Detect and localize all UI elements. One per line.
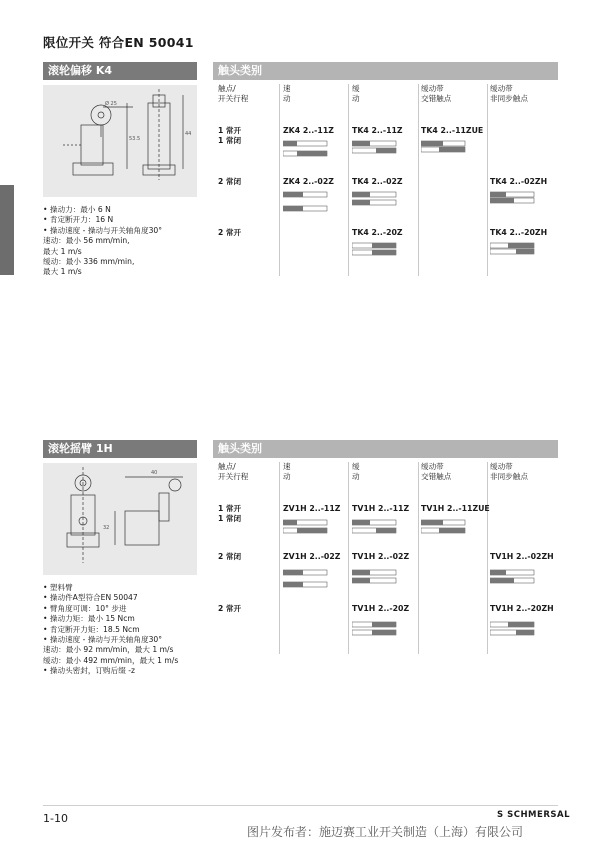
note-line: 速动：最小 56 mm/min, [43,236,130,246]
note-line: • 操动件A型符合EN 50047 [43,593,138,603]
column-divider [418,462,419,654]
column-header-snap: 速 动 [283,462,291,481]
product-code: TK4 2..-11ZUE [421,126,484,135]
product-code: TV1H 2..-11ZUE [421,504,490,513]
note-line: • 臂角度可调：10° 步进 [43,603,127,613]
contact-diagram [421,137,485,157]
product-code: TK4 2..-02Z [352,177,403,186]
contact-diagram [283,516,347,538]
product-code: ZV1H 2..-11Z [283,504,341,513]
column-divider [279,84,280,276]
svg-text:32: 32 [103,525,110,531]
note-line: • 塑料臂 [43,583,73,592]
row-label: 1 常开 1 常闭 [218,504,242,523]
product-code: ZK4 2..-11Z [283,126,334,135]
column-divider [279,462,280,654]
svg-text:44: 44 [185,131,192,137]
section-2-left-title: 滚轮摇臂 1H [43,440,197,458]
contact-diagram [352,188,416,212]
svg-text:40: 40 [151,470,158,476]
product-code: TV1H 2..-02Z [352,552,410,561]
section-2-notes [43,583,178,677]
column-header-slow: 缓 动 [352,84,360,103]
section-1-right-title: 触头类别 [213,62,558,80]
product-code: ZV1H 2..-02Z [283,552,341,561]
product-code: TV1H 2..-02ZH [490,552,554,561]
note-line: • 肯定断开力：16 N [43,215,114,225]
row-label: 2 常闭 [218,552,242,561]
note-line: • 操动速度 - 操动与开关轴角度30° [43,225,163,235]
product-code: TK4 2..-02ZH [490,177,548,186]
contact-diagram [490,564,554,594]
section-1-technical-drawing [43,85,197,197]
column-header-snap: 速 动 [283,84,291,103]
side-tab-marker [0,185,14,275]
contact-diagram [490,616,554,646]
row-label-header: 触点/ 开关行程 [218,84,249,103]
note-line: • 肯定断开力矩：18.5 Ncm [43,624,140,634]
publisher-credit: 图片发布者：施迈赛工业开关制造（上海）有限公司 [247,825,524,839]
column-divider [348,84,349,276]
note-line: • 操动速度 - 操动与开关轴角度30° [43,635,163,645]
contact-diagram [283,564,347,598]
product-code: TV1H 2..-20Z [352,604,410,613]
section-2-technical-drawing [43,463,197,575]
column-header-break: 缓动带 非同步触点 [490,84,528,103]
column-divider [487,462,488,654]
contact-diagram [352,516,416,538]
brand-logo: S SCHMERSAL [497,810,570,820]
contact-diagram [490,239,554,259]
column-header-break: 缓动带 非同步触点 [490,462,528,481]
contact-diagram [352,239,416,261]
product-code: TV1H 2..-11Z [352,504,410,513]
row-label: 1 常开 1 常闭 [218,126,242,145]
contact-diagram [352,137,416,159]
note-line: 速动：最小 92 mm/min，最大 1 m/s [43,645,174,655]
column-divider [487,84,488,276]
note-line: 最大 1 m/s [43,267,82,277]
note-line: • 操动力：最小 6 N [43,205,111,214]
note-line: 缓动：最小 492 mm/min，最大 1 m/s [43,655,179,665]
product-code: ZK4 2..-02Z [283,177,334,186]
section-1-notes [43,205,162,278]
svg-text:Ø 25: Ø 25 [105,101,117,107]
note-line: 最大 1 m/s [43,246,82,256]
note-line: 缓动：最小 336 mm/min, [43,257,135,267]
contact-diagram [283,137,347,163]
contact-diagram [352,616,416,646]
product-code: TV1H 2..-20ZH [490,604,554,613]
row-label: 2 常闭 [218,177,242,186]
product-code: TK4 2..-20Z [352,228,403,237]
contact-diagram [352,564,416,594]
footer-rule [43,805,558,806]
column-header-slow: 缓 动 [352,462,360,481]
row-label: 2 常开 [218,604,242,613]
section-2-right-title: 触头类别 [213,440,558,458]
section-1-left-title: 滚轮偏移 K4 [43,62,197,80]
page-title: 限位开关 符合EN 50041 [43,35,194,50]
contact-diagram [283,188,347,224]
note-line: • 操动力矩：最小 15 Ncm [43,614,135,624]
contact-diagram [421,516,485,538]
page-number: 1-10 [43,812,68,825]
column-header-overlap: 缓动带 交错触点 [421,462,452,481]
svg-text:53.5: 53.5 [129,136,141,142]
row-label-header: 触点/ 开关行程 [218,462,249,481]
product-code: TK4 2..-11Z [352,126,403,135]
contact-diagram [490,188,554,208]
product-code: TK4 2..-20ZH [490,228,548,237]
column-divider [418,84,419,276]
row-label: 2 常开 [218,228,242,237]
column-header-overlap: 缓动带 交错触点 [421,84,452,103]
note-line: • 操动头密封，订购后缀 -z [43,666,135,676]
column-divider [348,462,349,654]
